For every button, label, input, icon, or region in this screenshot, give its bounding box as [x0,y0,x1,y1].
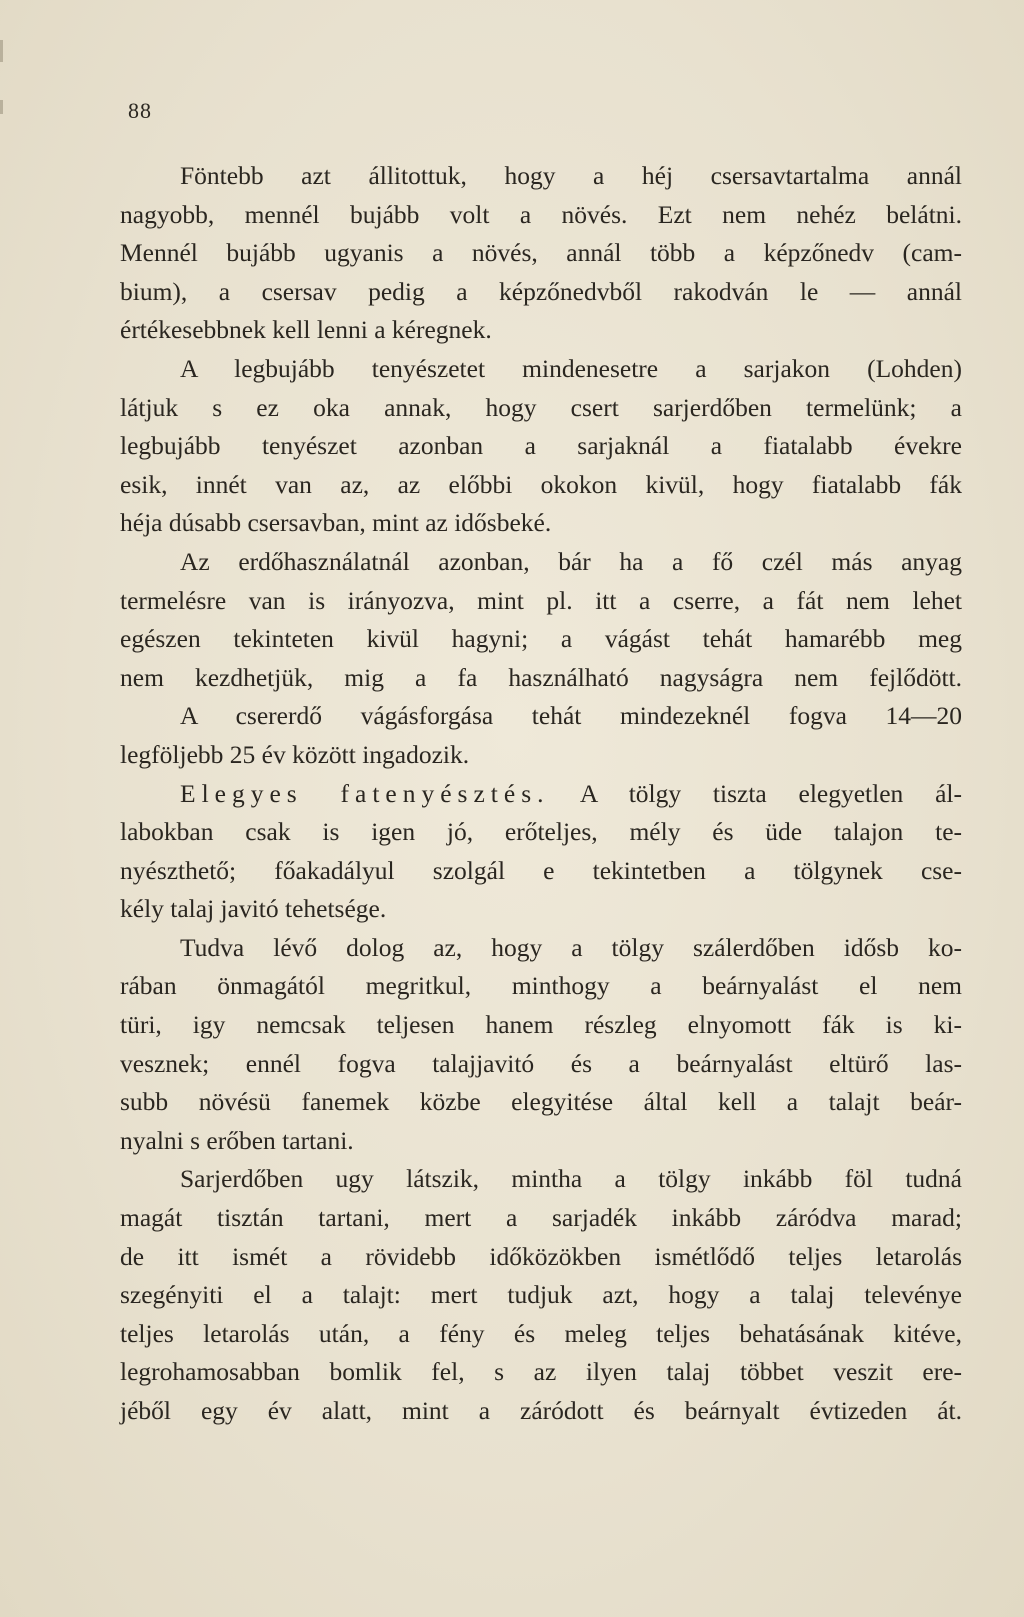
text-line: Elegyes fatenyésztés. A tölgy tiszta elegyetlen ál- [180,778,962,808]
text-line: egészen tekinteten kivül hagyni; a vágást tehát hamarébb meg [120,624,962,654]
text-line: nagyobb, mennél bujább volt a növés. Ezt nem nehéz belátni. [120,199,962,229]
text-line: nem kezdhetjük, mig a fa használható nagyságra nem fejlődött. [120,662,962,692]
body-text [120,157,962,1431]
text-line: látjuk s ez oka annak, hogy csert sarjerdőben termelünk; a [120,392,962,422]
text-line: Tudva lévő dolog az, hogy a tölgy szálerdőben idősb ko- [180,932,962,962]
text-line: Föntebb azt állitottuk, hogy a héj csersavtartalma annál [180,161,962,190]
text-line: A legbujább tenyészetet mindenesetre a sarjakon (Lohden) [180,353,962,383]
text-line: nyészthető; főakadályul szolgál e tekintetben a tölgynek cse- [120,855,962,885]
section-heading: Elegyes fatenyésztés. [180,778,550,808]
page-edge-mark [0,40,3,62]
text-line: de itt ismét a rövidebb időközökben ismétlődő teljes letarolás [120,1241,962,1271]
text-line: termelésre van is irányozva, mint pl. itt a cserre, a fát nem lehet [120,585,962,615]
text-line: héja dúsabb csersavban, mint az idősbeké. [120,508,552,538]
text-line: legbujább tenyészet azonban a sarjaknál a fiatalabb évekre [120,431,962,461]
text-line: legrohamosabban bomlik fel, s az ilyen talaj többet veszit ere- [120,1357,962,1387]
page-number: 88 [128,98,152,123]
text-line: esik, innét van az, az előbbi okokon kivül, hogy fiatalabb fák [120,469,962,499]
text-line: értékesebbnek kell lenni a kéregnek. [120,315,492,345]
text-line: kély talaj javitó tehetsége. [120,894,387,924]
text-line: rában önmagától megritkul, minthogy a beárnyalást el nem [120,971,962,1001]
text-line: teljes letarolás után, a fény és meleg teljes behatásának kitéve, [120,1318,962,1348]
text-line: magát tisztán tartani, mert a sarjadék inkább záródva marad; [120,1203,962,1233]
text-line: A csererdő vágásforgása tehát mindezeknél fogva 14—20 [180,701,962,731]
text-line: vesznek; ennél fogva talajjavitó és a beárnyalást eltürő las- [120,1048,962,1078]
text-line: legföljebb 25 év között ingadozik. [120,739,470,769]
text-line: subb növésü fanemek közbe elegyitése által kell a talajt beár- [120,1087,962,1117]
text-line: labokban csak is igen jó, erőteljes, mély és üde talajon te- [120,817,962,847]
page-edge-mark [0,100,3,114]
text-line: nyalni s erőben tartani. [120,1125,354,1155]
text-line: jéből egy év alatt, mint a záródott és beárnyalt évtizeden át. [120,1396,962,1425]
text-line: Mennél bujább ugyanis a növés, annál több a képzőnedv (cam- [120,238,962,268]
text-line: türi, igy nemcsak teljesen hanem részleg elnyomott fák is ki- [120,1010,962,1040]
text-line: Sarjerdőben ugy látszik, mintha a tölgy inkább föl tudná [180,1164,962,1194]
text-line: szegényiti el a talajt: mert tudjuk azt, hogy a talaj televénye [120,1280,962,1310]
text-line: Az erdőhasználatnál azonban, bár ha a fő czél más anyag [180,546,962,576]
text-line: bium), a csersav pedig a képzőnedvből rakodván le — annál [120,276,962,306]
